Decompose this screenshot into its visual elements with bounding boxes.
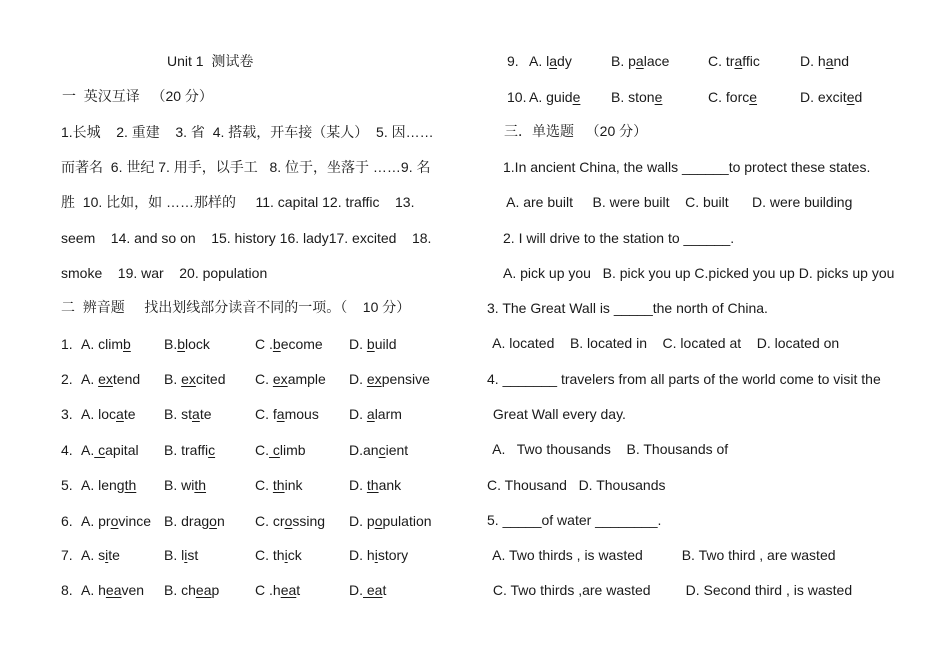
underlined-letters: ea	[280, 582, 297, 598]
underlined-letters: a	[635, 53, 644, 69]
option-text: C.	[255, 477, 273, 493]
underlined-letters: c	[94, 442, 106, 458]
mc-line: A. Two thousands B. Thousands of	[489, 441, 729, 457]
option-choice	[349, 405, 402, 423]
underlined-letters: ex	[98, 371, 113, 387]
option-choice	[708, 88, 757, 106]
option-text: ink	[284, 477, 303, 493]
option-text: vince	[118, 513, 152, 529]
option-choice	[164, 335, 210, 353]
underlined-letters: a	[825, 53, 834, 69]
option-text: pensive	[381, 371, 430, 387]
mc-line: A. located B. located in C. located at D. located on	[489, 335, 840, 351]
option-text: nd	[833, 53, 850, 69]
option-text: B. l	[164, 547, 185, 563]
option-text: ample	[287, 371, 326, 387]
option-choice	[800, 88, 862, 106]
option-choice	[81, 546, 120, 564]
underlined-letters: th	[272, 477, 285, 493]
underlined-letters: e	[654, 89, 663, 105]
option-text: mous	[284, 406, 319, 422]
option-text: limb	[279, 442, 306, 458]
mc-line: 4. _______ travelers from all parts of the world come to visit the	[487, 371, 881, 387]
option-text: dy	[557, 53, 572, 69]
option-text: te	[199, 406, 212, 422]
underlined-letters: th	[194, 477, 207, 493]
option-choice	[164, 476, 206, 494]
option-text: ecome	[280, 336, 323, 352]
option-text: A. h	[81, 582, 106, 598]
page-title: Unit 1 测试卷	[167, 53, 254, 69]
option-text: C. th	[255, 547, 285, 563]
option-choice	[349, 441, 408, 459]
option-text: p	[211, 582, 220, 598]
option-text: apital	[105, 442, 139, 458]
option-choice	[81, 405, 136, 423]
option-choice	[349, 335, 396, 353]
option-choice	[81, 512, 151, 530]
option-choice	[81, 441, 139, 459]
option-text: A. guid	[529, 89, 573, 105]
option-text: A. pr	[81, 513, 111, 529]
mc-line: Great Wall every day.	[489, 406, 626, 422]
underlined-letters: o	[284, 513, 293, 529]
option-text: C. forc	[708, 89, 750, 105]
option-choice	[164, 512, 225, 530]
option-choice	[164, 370, 226, 388]
mc-line: 2. I will drive to the station to ______.	[503, 230, 735, 246]
option-text: A. loc	[81, 406, 117, 422]
part1-line: 1.长城 2. 重建 3. 省 4. 搭载，开车接（某人） 5. 因……	[61, 124, 434, 140]
option-choice	[349, 546, 408, 564]
underlined-letters: o	[209, 513, 217, 529]
underlined-letters: a	[276, 406, 285, 422]
option-text: B.	[164, 336, 178, 352]
option-text: D. h	[349, 547, 375, 563]
option-text: D.	[349, 582, 363, 598]
option-choice	[255, 581, 300, 599]
option-text: C. cr	[255, 513, 285, 529]
underlined-letters: c	[378, 442, 386, 458]
option-choice	[349, 581, 386, 599]
option-text: B.	[164, 371, 182, 387]
option-choice	[255, 512, 325, 530]
option-text: n	[216, 513, 225, 529]
underlined-letters: ea	[363, 582, 383, 598]
question-number: 6.	[61, 513, 73, 529]
mc-line: 5. _____of water ________.	[487, 512, 662, 528]
underlined-letters: b	[123, 336, 131, 352]
mc-line: A. Two thirds , is wasted B. Two third , are wasted	[489, 547, 836, 563]
underlined-letters: b	[177, 336, 186, 352]
option-text: C .h	[255, 582, 281, 598]
option-text: ient	[385, 442, 409, 458]
option-choice	[611, 88, 662, 106]
mc-line: C. Two thirds ,are wasted D. Second third , is wasted	[489, 582, 853, 598]
part1-line: smoke 19. war 20. population	[61, 265, 268, 281]
option-text: ck	[287, 547, 302, 563]
option-text: A.	[81, 371, 99, 387]
mc-line: 1.In ancient China, the walls ______to protect these states.	[503, 159, 871, 175]
option-text: C. tr	[708, 53, 735, 69]
underlined-letters: a	[116, 406, 124, 422]
option-text: te	[108, 547, 120, 563]
option-text: lock	[185, 336, 210, 352]
option-text: story	[377, 547, 409, 563]
option-choice	[529, 52, 572, 70]
underlined-letters: i	[284, 547, 288, 563]
underlined-letters: th	[366, 477, 379, 493]
option-text: C. f	[255, 406, 277, 422]
part2-heading: 二 辨音题 找出划线部分读音不同的一项。（ 10 分）	[61, 299, 411, 315]
part1-line: 而著名 6. 世纪 7. 用手，以手工 8. 位于，坐落于 ……9. 名	[61, 159, 431, 175]
underlined-letters: o	[374, 513, 383, 529]
option-choice	[349, 476, 401, 494]
option-choice	[529, 88, 580, 106]
option-text: A. leng	[81, 477, 125, 493]
option-text: larm	[374, 406, 402, 422]
underlined-letters: a	[549, 53, 558, 69]
option-text: A. l	[529, 53, 550, 69]
underlined-letters: c	[269, 442, 280, 458]
underlined-letters: a	[366, 406, 375, 422]
option-text: D.an	[349, 442, 379, 458]
part1-heading: 一 英汉互译 （20 分）	[62, 88, 213, 104]
option-text: ffic	[742, 53, 760, 69]
option-choice	[164, 581, 219, 599]
option-choice	[81, 476, 136, 494]
underlined-letters: b	[366, 336, 375, 352]
option-text: C.	[255, 371, 273, 387]
option-choice	[611, 52, 669, 70]
underlined-letters: ea	[105, 582, 122, 598]
underlined-letters: i	[374, 547, 378, 563]
part1-line: 胜 10. 比如，如 ……那样的 11. capital 12. traffic 13.	[61, 194, 415, 210]
option-choice	[349, 370, 430, 388]
option-choice	[255, 546, 302, 564]
option-text: D. excit	[800, 89, 847, 105]
option-text: ank	[378, 477, 402, 493]
option-text: D.	[349, 336, 367, 352]
question-number: 9.	[507, 53, 519, 69]
underlined-letters: e	[846, 89, 855, 105]
option-text: B. drag	[164, 513, 210, 529]
option-text: D. p	[349, 513, 375, 529]
underlined-letters: o	[110, 513, 119, 529]
part3-heading: 三．单选题 （20 分）	[504, 123, 648, 139]
option-choice	[164, 405, 212, 423]
underlined-letters: a	[192, 406, 200, 422]
question-number: 4.	[61, 442, 73, 458]
question-number: 2.	[61, 371, 73, 387]
option-text: B. traffi	[164, 442, 209, 458]
option-choice	[81, 370, 140, 388]
part1-line: seem 14. and so on 15. history 16. lady17. excited 18.	[61, 230, 432, 246]
option-choice	[255, 441, 306, 459]
option-text: C.	[255, 442, 269, 458]
option-text: D. h	[800, 53, 826, 69]
option-choice	[349, 512, 432, 530]
option-text: t	[382, 582, 387, 598]
mc-line: C. Thousand D. Thousands	[487, 477, 666, 493]
question-number: 5.	[61, 477, 73, 493]
option-text: D.	[349, 371, 367, 387]
option-choice	[255, 476, 302, 494]
option-text: A.	[81, 442, 95, 458]
mc-line: 3. The Great Wall is _____the north of China.	[487, 300, 768, 316]
option-text: B. st	[164, 406, 193, 422]
option-text: ven	[121, 582, 145, 598]
underlined-letters: b	[272, 336, 281, 352]
question-number: 1.	[61, 336, 73, 352]
option-choice	[164, 441, 215, 459]
option-text: cited	[195, 371, 226, 387]
underlined-letters: i	[184, 547, 188, 563]
question-number: 10.	[507, 89, 527, 105]
option-text: d	[854, 89, 863, 105]
option-text: te	[123, 406, 136, 422]
underlined-letters: ex	[366, 371, 382, 387]
underlined-letters: ea	[195, 582, 212, 598]
option-text: uild	[374, 336, 397, 352]
option-text: A. s	[81, 547, 106, 563]
question-number: 3.	[61, 406, 73, 422]
option-text: lace	[643, 53, 670, 69]
underlined-letters: c	[208, 442, 216, 458]
option-text: t	[296, 582, 301, 598]
option-text: D.	[349, 406, 367, 422]
option-text: C .	[255, 336, 273, 352]
option-text: pulation	[382, 513, 432, 529]
option-choice	[255, 335, 323, 353]
option-text: st	[187, 547, 199, 563]
option-choice	[81, 581, 144, 599]
option-text: tend	[112, 371, 141, 387]
underlined-letters: i	[105, 547, 109, 563]
option-text: B. wi	[164, 477, 195, 493]
option-text: A. clim	[81, 336, 123, 352]
mc-line: A. are built B. were built C. built D. were building	[503, 194, 853, 210]
option-choice	[255, 370, 326, 388]
underlined-letters: ex	[272, 371, 288, 387]
underlined-letters: th	[124, 477, 137, 493]
question-number: 8.	[61, 582, 73, 598]
option-choice	[164, 546, 198, 564]
option-text: ssing	[292, 513, 326, 529]
underlined-letters: ex	[181, 371, 196, 387]
option-text: B. p	[611, 53, 636, 69]
underlined-letters: e	[749, 89, 758, 105]
underlined-letters: a	[734, 53, 743, 69]
question-number: 7.	[61, 547, 73, 563]
option-choice	[255, 405, 319, 423]
mc-line: A. pick up you B. pick you up C.picked you up D. picks up you	[503, 265, 895, 281]
option-text: B. ch	[164, 582, 196, 598]
underlined-letters: e	[572, 89, 581, 105]
option-choice	[81, 335, 131, 353]
option-choice	[708, 52, 760, 70]
option-choice	[800, 52, 849, 70]
option-text: D.	[349, 477, 367, 493]
option-text: B. ston	[611, 89, 655, 105]
